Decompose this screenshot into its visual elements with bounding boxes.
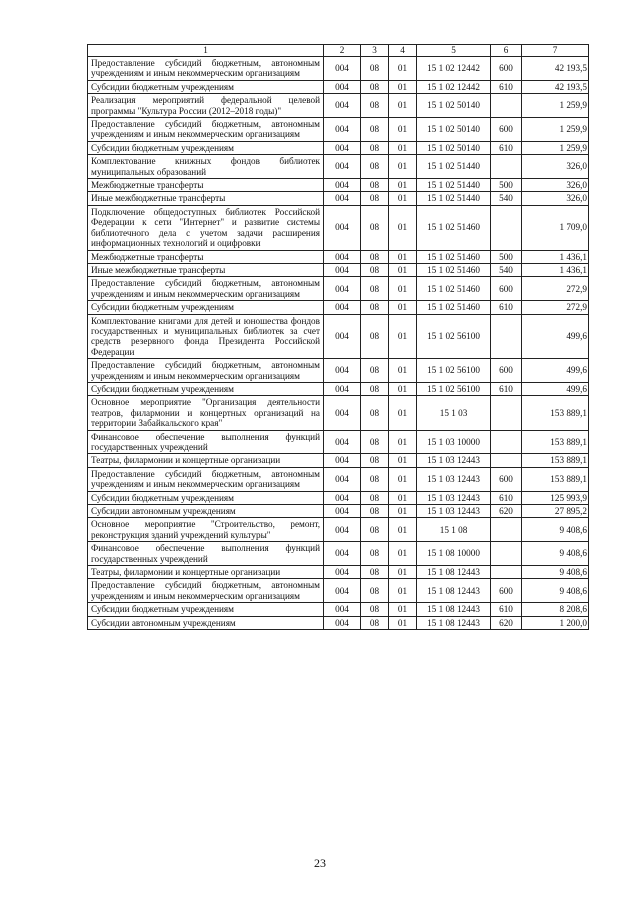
table-row <box>88 118 589 142</box>
row-target-article: 15 1 03 <box>417 396 491 430</box>
row-name: Реализация мероприятий федеральной целевой программы "Культура России (2012–2018 годы)" <box>88 94 324 118</box>
row-expense-type: 540 <box>491 263 522 276</box>
row-admin-code: 004 <box>324 301 361 314</box>
row-amount: 125 993,9 <box>522 491 589 504</box>
row-subsection-code: 01 <box>389 141 417 154</box>
row-admin-code: 004 <box>324 396 361 430</box>
row-section-code: 08 <box>361 566 389 579</box>
row-admin-code: 004 <box>324 94 361 118</box>
header-cell-2: 2 <box>324 45 361 57</box>
table-row <box>88 518 589 542</box>
row-subsection-code: 01 <box>389 205 417 250</box>
row-amount: 326,0 <box>522 192 589 205</box>
row-amount: 272,9 <box>522 301 589 314</box>
row-amount: 1 259,9 <box>522 94 589 118</box>
row-section-code: 08 <box>361 359 389 383</box>
row-amount: 326,0 <box>522 155 589 179</box>
row-admin-code: 004 <box>324 603 361 616</box>
row-subsection-code: 01 <box>389 57 417 81</box>
row-section-code: 08 <box>361 579 389 603</box>
table-row <box>88 263 589 276</box>
row-expense-type <box>491 542 522 566</box>
row-section-code: 08 <box>361 382 389 395</box>
row-name: Комплектование книгами для детей и юношества фондов государственных и муниципальных библиотек за счет средств резервного фонда Президента Российской Федерации <box>88 314 324 359</box>
row-target-article: 15 1 08 12443 <box>417 579 491 603</box>
row-amount: 8 208,6 <box>522 603 589 616</box>
row-admin-code: 004 <box>324 616 361 629</box>
table-row <box>88 430 589 454</box>
row-name: Иные межбюджетные трансферты <box>88 192 324 205</box>
row-amount: 27 895,2 <box>522 505 589 518</box>
row-section-code: 08 <box>361 505 389 518</box>
row-expense-type: 610 <box>491 301 522 314</box>
header-cell-7: 7 <box>522 45 589 57</box>
row-admin-code: 004 <box>324 382 361 395</box>
table-row <box>88 277 589 301</box>
row-section-code: 08 <box>361 301 389 314</box>
row-admin-code: 004 <box>324 491 361 504</box>
page-number: 23 <box>314 856 326 870</box>
row-admin-code: 004 <box>324 518 361 542</box>
row-subsection-code: 01 <box>389 382 417 395</box>
row-subsection-code: 01 <box>389 359 417 383</box>
row-section-code: 08 <box>361 616 389 629</box>
header-cell-6: 6 <box>491 45 522 57</box>
row-admin-code: 004 <box>324 430 361 454</box>
row-amount: 9 408,6 <box>522 566 589 579</box>
row-target-article: 15 1 02 50140 <box>417 118 491 142</box>
row-admin-code: 004 <box>324 155 361 179</box>
row-section-code: 08 <box>361 518 389 542</box>
row-name: Финансовое обеспечение выполнения функций государственных учреждений <box>88 542 324 566</box>
row-expense-type <box>491 155 522 179</box>
row-target-article: 15 1 02 56100 <box>417 359 491 383</box>
row-admin-code: 004 <box>324 454 361 467</box>
table-row <box>88 192 589 205</box>
row-amount: 1 259,9 <box>522 141 589 154</box>
row-section-code: 08 <box>361 430 389 454</box>
row-target-article: 15 1 02 51440 <box>417 192 491 205</box>
row-expense-type: 500 <box>491 250 522 263</box>
row-admin-code: 004 <box>324 179 361 192</box>
row-admin-code: 004 <box>324 566 361 579</box>
row-target-article: 15 1 02 51460 <box>417 250 491 263</box>
table-row <box>88 57 589 81</box>
row-name: Основное мероприятие "Строительство, ремонт, реконструкция зданий учреждений культуры" <box>88 518 324 542</box>
row-amount: 153 889,1 <box>522 396 589 430</box>
row-admin-code: 004 <box>324 263 361 276</box>
row-section-code: 08 <box>361 314 389 359</box>
row-section-code: 08 <box>361 263 389 276</box>
row-expense-type <box>491 94 522 118</box>
row-expense-type: 600 <box>491 467 522 491</box>
table-row <box>88 155 589 179</box>
row-name: Предоставление субсидий бюджетным, автономным учреждениям и иным некоммерческим организациям <box>88 277 324 301</box>
row-expense-type: 600 <box>491 579 522 603</box>
table-row <box>88 603 589 616</box>
row-section-code: 08 <box>361 454 389 467</box>
row-target-article: 15 1 03 12443 <box>417 491 491 504</box>
row-name: Иные межбюджетные трансферты <box>88 263 324 276</box>
row-section-code: 08 <box>361 603 389 616</box>
row-section-code: 08 <box>361 118 389 142</box>
row-subsection-code: 01 <box>389 579 417 603</box>
row-section-code: 08 <box>361 80 389 93</box>
row-target-article: 15 1 02 12442 <box>417 80 491 93</box>
table-row <box>88 250 589 263</box>
row-target-article: 15 1 08 10000 <box>417 542 491 566</box>
row-amount: 1 200,0 <box>522 616 589 629</box>
row-target-article: 15 1 02 51460 <box>417 277 491 301</box>
row-name: Комплектование книжных фондов библиотек муниципальных образований <box>88 155 324 179</box>
row-expense-type: 610 <box>491 603 522 616</box>
row-target-article: 15 1 02 51460 <box>417 263 491 276</box>
row-amount: 1 436,1 <box>522 263 589 276</box>
row-admin-code: 004 <box>324 141 361 154</box>
row-section-code: 08 <box>361 467 389 491</box>
row-subsection-code: 01 <box>389 80 417 93</box>
row-subsection-code: 01 <box>389 566 417 579</box>
row-subsection-code: 01 <box>389 603 417 616</box>
row-subsection-code: 01 <box>389 192 417 205</box>
row-admin-code: 004 <box>324 277 361 301</box>
row-expense-type <box>491 454 522 467</box>
row-name: Финансовое обеспечение выполнения функций государственных учреждений <box>88 430 324 454</box>
row-section-code: 08 <box>361 542 389 566</box>
row-amount: 9 408,6 <box>522 579 589 603</box>
row-name: Межбюджетные трансферты <box>88 250 324 263</box>
row-section-code: 08 <box>361 250 389 263</box>
table-row <box>88 491 589 504</box>
row-section-code: 08 <box>361 94 389 118</box>
row-target-article: 15 1 03 12443 <box>417 454 491 467</box>
row-admin-code: 004 <box>324 359 361 383</box>
row-expense-type: 600 <box>491 277 522 301</box>
row-expense-type: 610 <box>491 141 522 154</box>
row-target-article: 15 1 02 56100 <box>417 314 491 359</box>
row-target-article: 15 1 02 51460 <box>417 301 491 314</box>
row-amount: 326,0 <box>522 179 589 192</box>
row-subsection-code: 01 <box>389 467 417 491</box>
row-name: Субсидии бюджетным учреждениям <box>88 382 324 395</box>
row-name: Предоставление субсидий бюджетным, автономным учреждениям и иным некоммерческим организациям <box>88 57 324 81</box>
row-subsection-code: 01 <box>389 301 417 314</box>
row-subsection-code: 01 <box>389 430 417 454</box>
row-admin-code: 004 <box>324 542 361 566</box>
row-name: Субсидии автономным учреждениям <box>88 505 324 518</box>
table-row <box>88 359 589 383</box>
row-subsection-code: 01 <box>389 505 417 518</box>
row-name: Театры, филармонии и концертные организации <box>88 566 324 579</box>
row-target-article: 15 1 02 56100 <box>417 382 491 395</box>
row-amount: 9 408,6 <box>522 542 589 566</box>
table-row <box>88 542 589 566</box>
row-expense-type: 600 <box>491 359 522 383</box>
row-expense-type <box>491 205 522 250</box>
table-row <box>88 205 589 250</box>
row-section-code: 08 <box>361 179 389 192</box>
row-expense-type: 610 <box>491 382 522 395</box>
table-row <box>88 566 589 579</box>
row-admin-code: 004 <box>324 467 361 491</box>
row-amount: 499,6 <box>522 382 589 395</box>
row-admin-code: 004 <box>324 505 361 518</box>
row-amount: 1 259,9 <box>522 118 589 142</box>
row-name: Субсидии бюджетным учреждениям <box>88 603 324 616</box>
table-row <box>88 301 589 314</box>
row-name: Субсидии бюджетным учреждениям <box>88 301 324 314</box>
row-expense-type <box>491 518 522 542</box>
budget-table <box>87 44 589 630</box>
table-row <box>88 314 589 359</box>
header-cell-4: 4 <box>389 45 417 57</box>
row-target-article: 15 1 03 12443 <box>417 505 491 518</box>
row-target-article: 15 1 02 51440 <box>417 155 491 179</box>
row-name: Субсидии бюджетным учреждениям <box>88 80 324 93</box>
row-target-article: 15 1 02 50140 <box>417 141 491 154</box>
row-name: Субсидии бюджетным учреждениям <box>88 491 324 504</box>
header-cell-5: 5 <box>417 45 491 57</box>
row-admin-code: 004 <box>324 579 361 603</box>
row-section-code: 08 <box>361 155 389 179</box>
row-amount: 1 436,1 <box>522 250 589 263</box>
row-expense-type: 610 <box>491 80 522 93</box>
row-subsection-code: 01 <box>389 263 417 276</box>
row-expense-type: 540 <box>491 192 522 205</box>
row-name: Театры, филармонии и концертные организации <box>88 454 324 467</box>
row-section-code: 08 <box>361 396 389 430</box>
row-target-article: 15 1 08 12443 <box>417 566 491 579</box>
row-name: Межбюджетные трансферты <box>88 179 324 192</box>
row-amount: 9 408,6 <box>522 518 589 542</box>
row-amount: 153 889,1 <box>522 467 589 491</box>
row-subsection-code: 01 <box>389 396 417 430</box>
row-expense-type: 610 <box>491 491 522 504</box>
row-subsection-code: 01 <box>389 616 417 629</box>
row-target-article: 15 1 08 <box>417 518 491 542</box>
row-section-code: 08 <box>361 205 389 250</box>
row-subsection-code: 01 <box>389 179 417 192</box>
row-name: Субсидии автономным учреждениям <box>88 616 324 629</box>
row-section-code: 08 <box>361 277 389 301</box>
row-admin-code: 004 <box>324 80 361 93</box>
table-row <box>88 179 589 192</box>
row-subsection-code: 01 <box>389 491 417 504</box>
row-expense-type: 600 <box>491 118 522 142</box>
row-amount: 1 709,0 <box>522 205 589 250</box>
row-expense-type <box>491 396 522 430</box>
row-expense-type: 500 <box>491 179 522 192</box>
row-name: Предоставление субсидий бюджетным, автономным учреждениям и иным некоммерческим организациям <box>88 118 324 142</box>
row-expense-type: 620 <box>491 505 522 518</box>
row-target-article: 15 1 03 10000 <box>417 430 491 454</box>
row-target-article: 15 1 08 12443 <box>417 616 491 629</box>
row-subsection-code: 01 <box>389 250 417 263</box>
row-amount: 499,6 <box>522 359 589 383</box>
row-name: Предоставление субсидий бюджетным, автономным учреждениям и иным некоммерческим организациям <box>88 467 324 491</box>
table-row <box>88 505 589 518</box>
row-name: Субсидии бюджетным учреждениям <box>88 141 324 154</box>
row-expense-type: 620 <box>491 616 522 629</box>
row-subsection-code: 01 <box>389 155 417 179</box>
table-row <box>88 616 589 629</box>
row-amount: 42 193,5 <box>522 80 589 93</box>
row-subsection-code: 01 <box>389 454 417 467</box>
row-admin-code: 004 <box>324 250 361 263</box>
row-expense-type <box>491 430 522 454</box>
row-amount: 272,9 <box>522 277 589 301</box>
row-expense-type: 600 <box>491 57 522 81</box>
row-name: Предоставление субсидий бюджетным, автономным учреждениям и иным некоммерческим организациям <box>88 359 324 383</box>
row-subsection-code: 01 <box>389 94 417 118</box>
row-target-article: 15 1 03 12443 <box>417 467 491 491</box>
row-target-article: 15 1 02 12442 <box>417 57 491 81</box>
row-subsection-code: 01 <box>389 277 417 301</box>
row-amount: 42 193,5 <box>522 57 589 81</box>
table-row <box>88 94 589 118</box>
row-admin-code: 004 <box>324 205 361 250</box>
row-admin-code: 004 <box>324 57 361 81</box>
row-subsection-code: 01 <box>389 118 417 142</box>
row-target-article: 15 1 08 12443 <box>417 603 491 616</box>
row-amount: 153 889,1 <box>522 430 589 454</box>
row-admin-code: 004 <box>324 192 361 205</box>
row-admin-code: 004 <box>324 314 361 359</box>
row-name: Подключение общедоступных библиотек Российской Федерации к сети "Интернет" и развитие системы библиотечного дела с учетом задачи расширения информационных технологий и оцифровки <box>88 205 324 250</box>
header-cell-1: 1 <box>88 45 324 57</box>
table-row <box>88 382 589 395</box>
row-subsection-code: 01 <box>389 314 417 359</box>
table-row <box>88 80 589 93</box>
table-row <box>88 396 589 430</box>
row-expense-type <box>491 566 522 579</box>
table-row <box>88 467 589 491</box>
table-row <box>88 579 589 603</box>
table-row <box>88 454 589 467</box>
row-subsection-code: 01 <box>389 518 417 542</box>
row-section-code: 08 <box>361 141 389 154</box>
row-target-article: 15 1 02 50140 <box>417 94 491 118</box>
row-expense-type <box>491 314 522 359</box>
row-section-code: 08 <box>361 491 389 504</box>
row-name: Предоставление субсидий бюджетным, автономным учреждениям и иным некоммерческим организациям <box>88 579 324 603</box>
table-row <box>88 141 589 154</box>
row-section-code: 08 <box>361 192 389 205</box>
row-amount: 153 889,1 <box>522 454 589 467</box>
header-row <box>88 45 589 57</box>
row-section-code: 08 <box>361 57 389 81</box>
row-amount: 499,6 <box>522 314 589 359</box>
row-target-article: 15 1 02 51440 <box>417 179 491 192</box>
row-name: Основное мероприятие "Организация деятельности театров, филармонии и концертных организаций на территории Забайкальского края" <box>88 396 324 430</box>
row-target-article: 15 1 02 51460 <box>417 205 491 250</box>
header-cell-3: 3 <box>361 45 389 57</box>
row-subsection-code: 01 <box>389 542 417 566</box>
row-admin-code: 004 <box>324 118 361 142</box>
